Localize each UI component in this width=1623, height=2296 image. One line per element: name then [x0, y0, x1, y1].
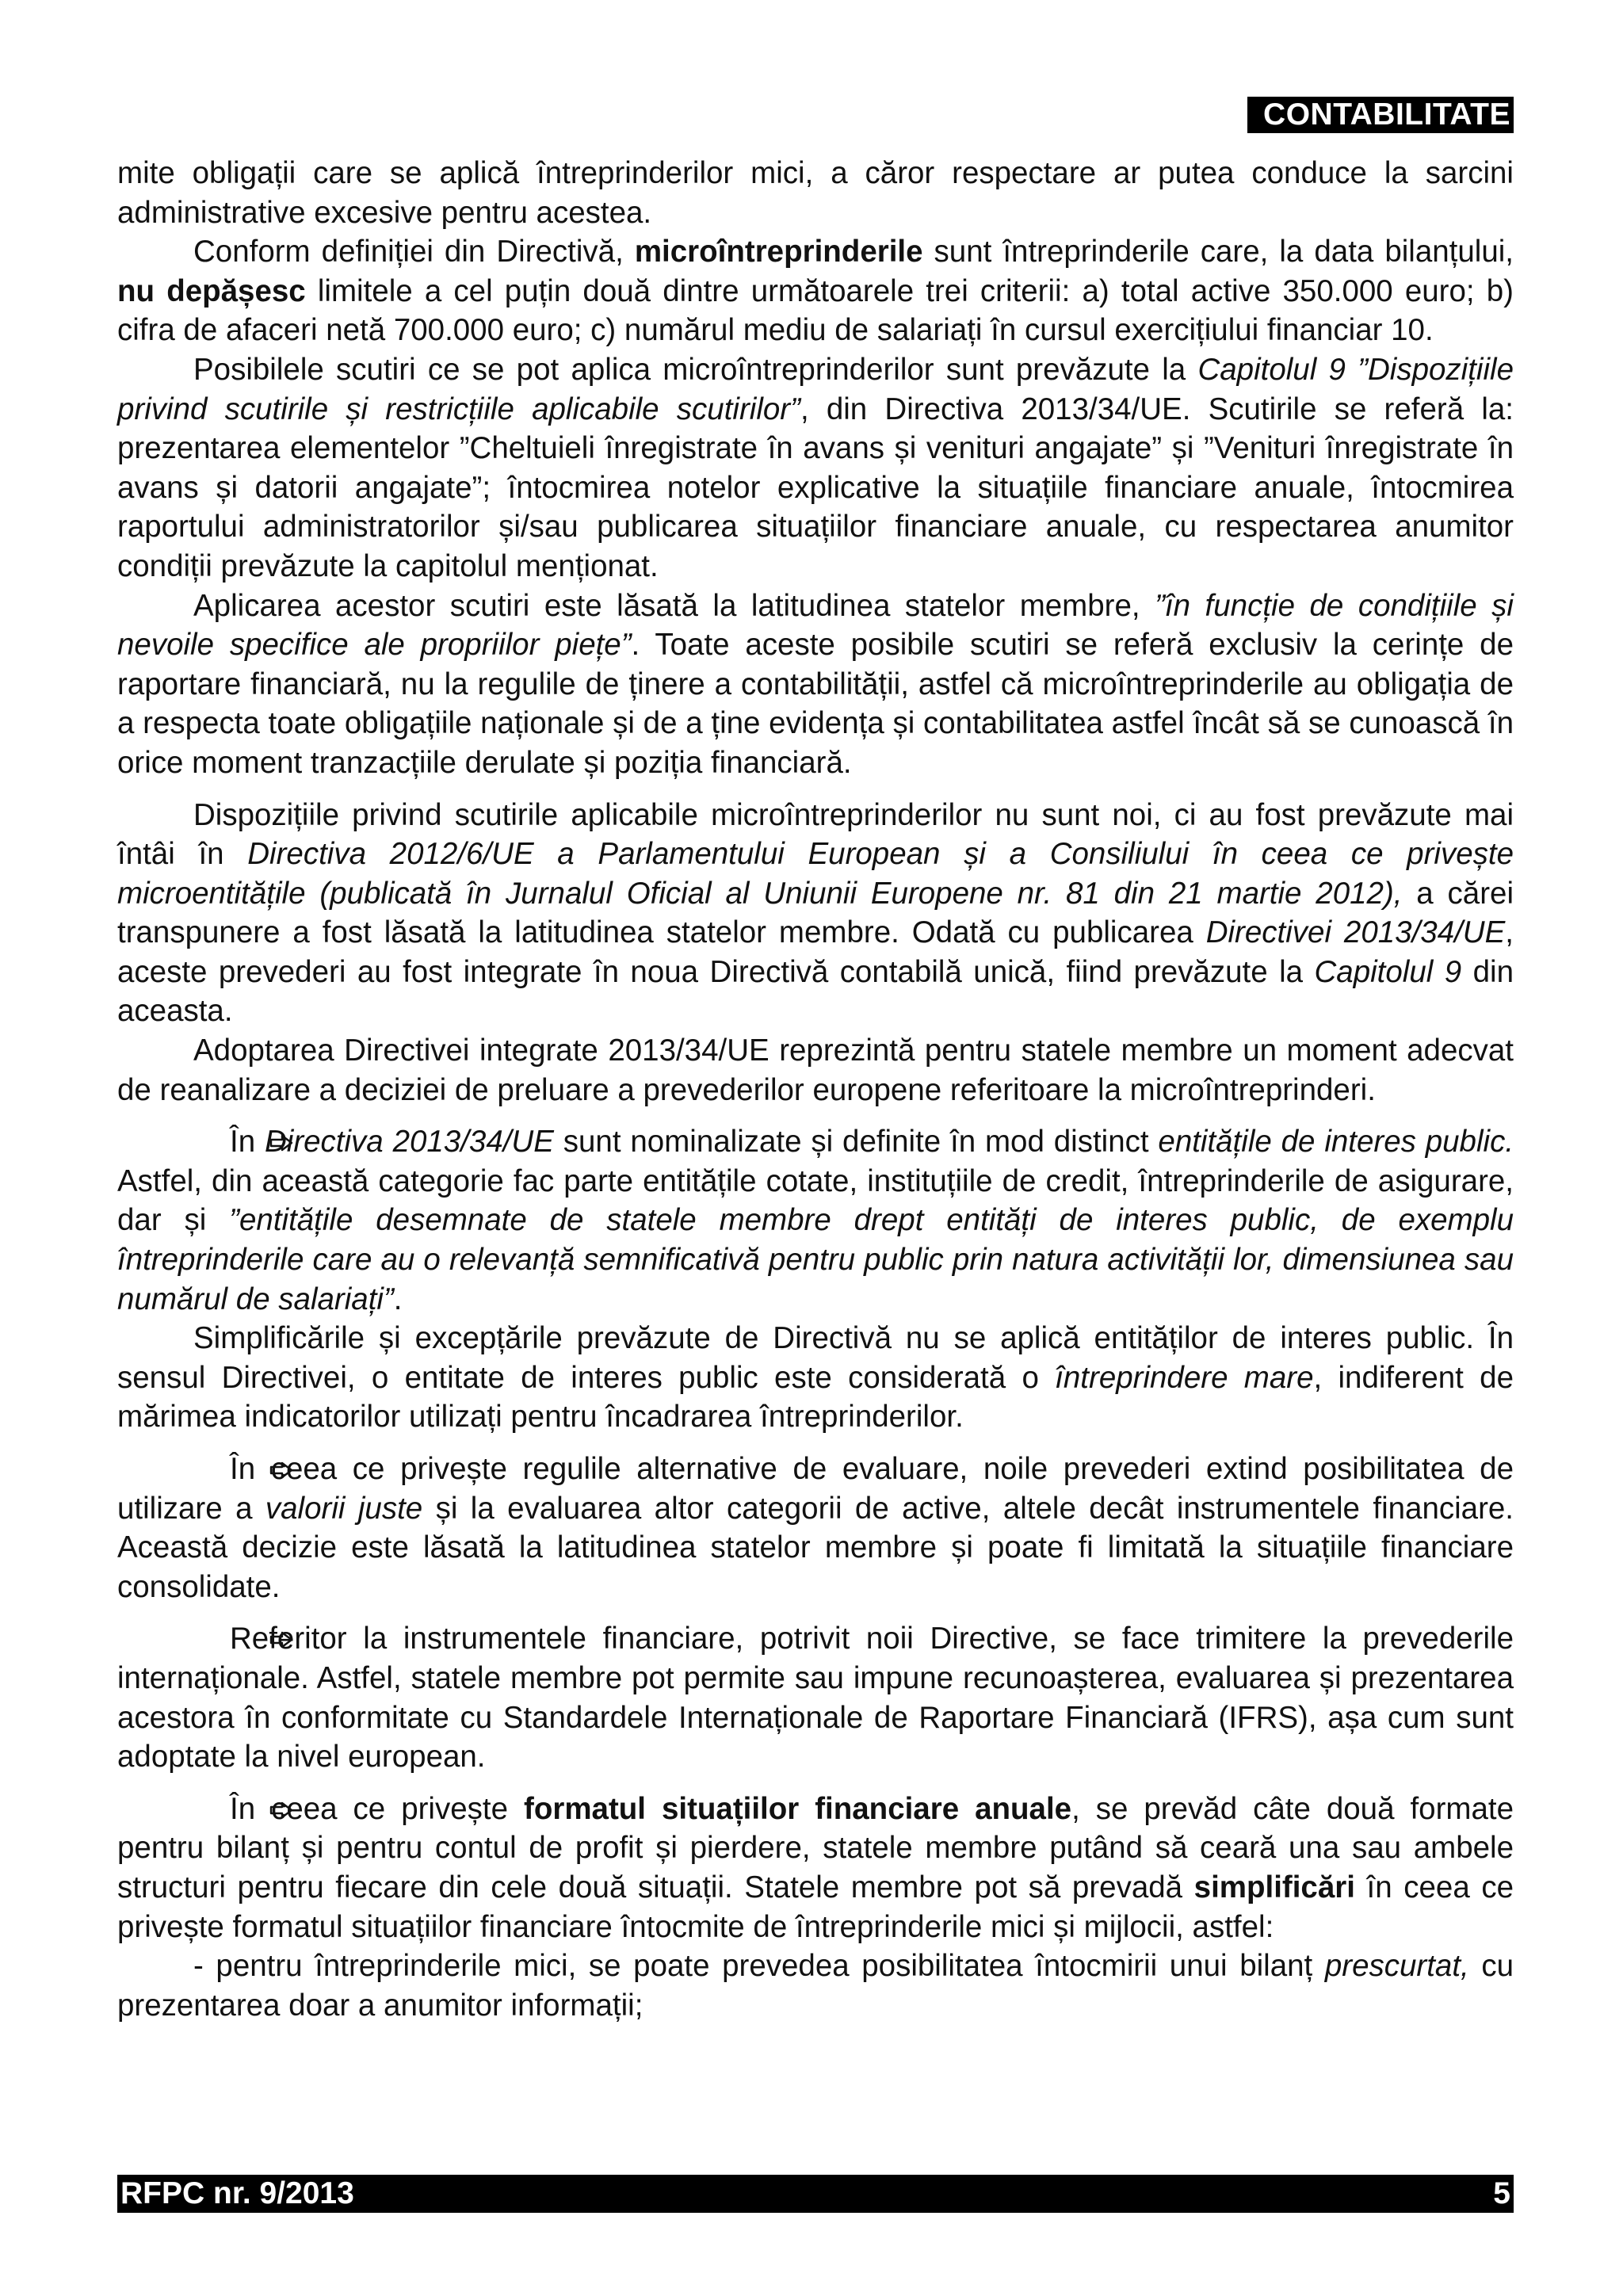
paragraph: Adoptarea Directivei integrate 2013/34/UE reprezintă pentru statele membre un moment adecvat de reanalizare a deciziei de preluare a prevederilor europene referitoare la microîntreprinderi. [117, 1033, 1514, 1107]
right-arrow-icon [193, 1619, 217, 1659]
bullet-paragraph: Referitor la instrumentele financiare, potrivit noii Directive, se face trimitere la prevederile internaționale. Astfel, statele membre pot permite sau impune recunoașterea, evaluarea și prezentarea acestora în conformitate cu Standardele Internaționale de Raportare Financiară (IFRS), așa cum sunt adoptate la nivel european. [117, 1619, 1514, 1776]
right-arrow-icon [193, 1122, 217, 1162]
paragraph: mite obligații care se aplică întreprinderilor mici, a căror respectare ar putea conduce la sarcini administrative excesive pentru acestea. [117, 156, 1514, 230]
page-number: 5 [1493, 2176, 1510, 2210]
paragraph: Aplicarea acestor scutiri este lăsată la latitudinea statelor membre, ”în funcție de condițiile și nevoile specifice ale propriilor piețe”. Toate aceste posibile scutiri se referă exclusiv la cerințe de raportare financiară, nu la regulile de ținere a contabilității, astfel că microîntreprinderile au obligația de a respecta toate obligațiile naționale și de a ține evidența și contabilitatea astfel încât să se cunoască în orice moment tranzacțiile derulate și poziția financiară. [117, 588, 1514, 780]
article-body [117, 154, 1514, 2025]
journal-issue-label: RFPC nr. 9/2013 [120, 2176, 354, 2210]
paragraph: Posibilele scutiri ce se pot aplica microîntreprinderilor sunt prevăzute la Capitolul 9 ”Dispozițiile privind scutirile și restricțiile aplicabile scutirilor”, din Directiva 2013/34/UE. Scutirile se referă la: prezentarea elementelor ”Cheltuieli înregistrate în avans și venituri angajate” și ”Venituri înregistrate în avans și datorii angajate”; întocmirea notelor explicative la situațiile financiare anuale, întocmirea raportului administratorilor și/sau publicarea situațiilor financiare anuale, cu respectarea anumitor condiții prevăzute la capitolul menționat. [117, 352, 1514, 583]
bullet-paragraph: În ceea ce privește formatul situațiilor financiare anuale, se prevăd câte două formate pentru bilanț și pentru contul de profit și pierdere, statele membre putând să ceară una sau ambele structuri pentru fiecare din cele două situații. Statele membre pot să prevadă simplificări în ceea ce privește formatul situațiilor financiare întocmite de întreprinderile mici și mijlocii, astfel: [117, 1790, 1514, 1946]
bullet-paragraph: În Directiva 2013/34/UE sunt nominalizate și definite în mod distinct entitățile de interes public. Astfel, din această categorie fac parte entitățile cotate, instituțiile de credit, întreprinderile de asigurare, dar și ”entitățile desemnate de statele membre drept entități de interes public, de exemplu întreprinderile care au o relevanță semnificativă pentru public prin natura activității lor, dimensiunea sau numărul de salariați”. [117, 1122, 1514, 1319]
paragraph: Simplificările și excepțările prevăzute de Directivă nu se aplică entităților de interes public. În sensul Directivei, o entitate de interes public este considerată o întreprindere mare, indiferent de mărimea indicatorilor utilizați pentru încadrarea întreprinderilor. [117, 1321, 1514, 1435]
page-footer [117, 2175, 1514, 2213]
section-header-label: CONTABILITATE [1247, 97, 1514, 133]
paragraph: Conform definiției din Directivă, microîntreprinderile sunt întreprinderile care, la data bilanțului, nu depășesc limitele a cel puțin două dintre următoarele trei criterii: a) total active 350.000 euro; b) cifra de afaceri netă 700.000 euro; c) numărul mediu de salariați în cursul exercițiului financiar 10. [117, 235, 1514, 348]
bullet-paragraph: În ceea ce privește regulile alternative de evaluare, noile prevederi extind posibilitatea de utilizare a valorii juste și la evaluarea altor categorii de active, altele decât instrumentele financiare. Această decizie este lăsată la latitudinea statelor membre și poate fi limitată la situațiile financiare consolidate. [117, 1450, 1514, 1606]
paragraph: - pentru întreprinderile mici, se poate prevedea posibilitatea întocmirii unui bilanț prescurtat, cu prezentarea doar a anumitor informații; [117, 1949, 1514, 2023]
paragraph: Dispozițiile privind scutirile aplicabile microîntreprinderilor nu sunt noi, ci au fost prevăzute mai întâi în Directiva 2012/6/UE a Parlamentului European și a Consiliului în ceea ce privește microentitățile (publicată în Jurnalul Oficial al Uniunii Europene nr. 81 din 21 martie 2012), a cărei transpunere a fost lăsată la latitudinea statelor membre. Odată cu publicarea Directivei 2013/34/UE, aceste prevederi au fost integrate în noua Directivă contabilă unică, fiind prevăzute la Capitolul 9 din aceasta. [117, 797, 1514, 1029]
right-arrow-icon [193, 1790, 217, 1829]
right-arrow-icon [193, 1450, 217, 1489]
